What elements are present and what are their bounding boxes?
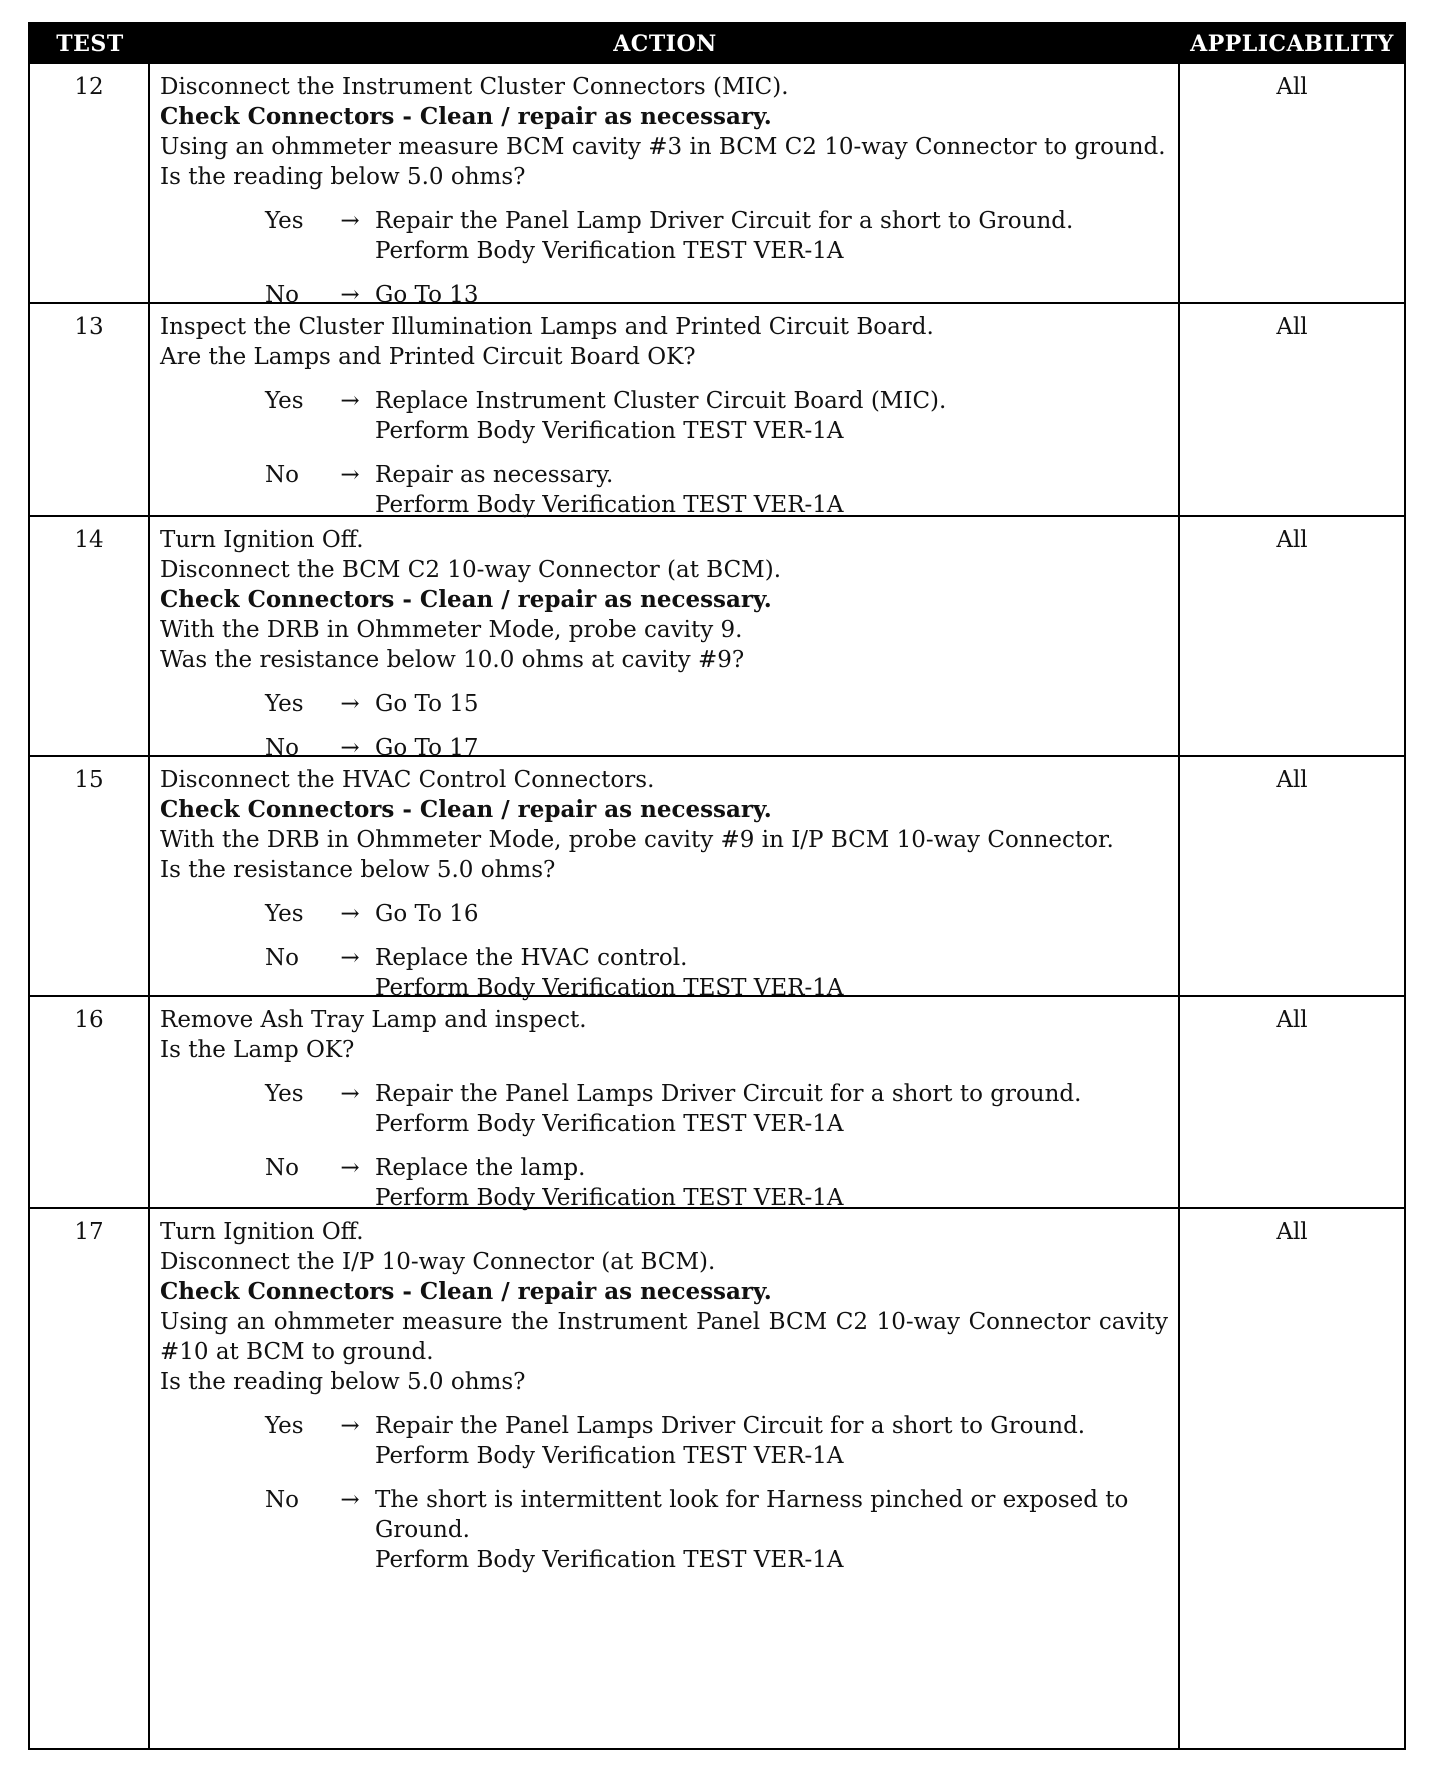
branch-result-line: The short is intermittent look for Harness pinched or exposed to Ground. bbox=[375, 1487, 1129, 1543]
branch-answer: No bbox=[265, 1155, 299, 1181]
branch-answer: Yes bbox=[265, 901, 304, 927]
branch-result-line: Perform Body Verification TEST VER-1A bbox=[375, 238, 844, 264]
right-arrow-icon: → bbox=[340, 462, 360, 488]
branch-result bbox=[375, 899, 1168, 929]
action-instruction: Is the Lamp OK? bbox=[160, 1037, 355, 1063]
branch-result-line: Repair the Panel Lamps Driver Circuit for a short to Ground. bbox=[375, 1413, 1086, 1439]
branch-answer: No bbox=[265, 462, 299, 488]
table-row bbox=[30, 757, 1404, 1001]
action-instruction: Using an ohmmeter measure the Instrument Panel BCM C2 10-way Connector cavity #10 at BCM to ground. bbox=[160, 1309, 1168, 1365]
table-row bbox=[30, 64, 1404, 308]
action-cell bbox=[150, 64, 1180, 308]
branch-answer: Yes bbox=[265, 1081, 304, 1107]
branch-result bbox=[375, 943, 1168, 1003]
branch-result bbox=[375, 689, 1168, 719]
branch-no bbox=[160, 1153, 1168, 1213]
action-instruction: Disconnect the BCM C2 10-way Connector (at BCM). bbox=[160, 557, 782, 583]
applicability-value: All bbox=[1276, 767, 1308, 793]
branch-no bbox=[160, 1485, 1168, 1575]
table-row bbox=[30, 1209, 1404, 1750]
branch-result-line: Perform Body Verification TEST VER-1A bbox=[375, 492, 844, 518]
right-arrow-icon: → bbox=[340, 691, 360, 717]
action-cell bbox=[150, 517, 1180, 761]
branch-result-line: Perform Body Verification TEST VER-1A bbox=[375, 1111, 844, 1137]
branch-yes bbox=[160, 206, 1168, 266]
branch-answer: No bbox=[265, 735, 299, 761]
action-instruction: Inspect the Cluster Illumination Lamps and Printed Circuit Board. bbox=[160, 314, 934, 340]
branch-result-line: Repair the Panel Lamp Driver Circuit for a short to Ground. bbox=[375, 208, 1074, 234]
action-instruction: Is the reading below 5.0 ohms? bbox=[160, 1369, 526, 1395]
table-row bbox=[30, 304, 1404, 517]
action-instruction-bold: Check Connectors - Clean / repair as necessary. bbox=[160, 796, 772, 823]
action-instruction: Disconnect the HVAC Control Connectors. bbox=[160, 767, 655, 793]
branch-result bbox=[375, 1485, 1168, 1575]
action-instruction: Disconnect the I/P 10-way Connector (at BCM). bbox=[160, 1249, 716, 1275]
branch-result-line: Perform Body Verification TEST VER-1A bbox=[375, 1443, 844, 1469]
test-number: 14 bbox=[30, 517, 150, 755]
branch-result bbox=[375, 206, 1168, 266]
action-instruction: Remove Ash Tray Lamp and inspect. bbox=[160, 1007, 587, 1033]
action-instruction: With the DRB in Ohmmeter Mode, probe cavity 9. bbox=[160, 617, 743, 643]
action-cell bbox=[150, 757, 1180, 1001]
action-instruction: Disconnect the Instrument Cluster Connectors (MIC). bbox=[160, 74, 789, 100]
right-arrow-icon: → bbox=[340, 282, 360, 308]
right-arrow-icon: → bbox=[340, 1487, 360, 1513]
applicability-value: All bbox=[1276, 74, 1308, 100]
test-number: 13 bbox=[30, 304, 150, 515]
action-instruction: Was the resistance below 10.0 ohms at cavity #9? bbox=[160, 647, 745, 673]
right-arrow-icon: → bbox=[340, 945, 360, 971]
action-instruction-bold: Check Connectors - Clean / repair as necessary. bbox=[160, 586, 772, 613]
branch-yes bbox=[160, 689, 1168, 719]
right-arrow-icon: → bbox=[340, 1155, 360, 1181]
test-number: 15 bbox=[30, 757, 150, 995]
branch-result-line: Perform Body Verification TEST VER-1A bbox=[375, 418, 844, 444]
header-test: TEST bbox=[56, 31, 124, 57]
header-applicability: APPLICABILITY bbox=[1190, 31, 1394, 57]
applicability-value: All bbox=[1276, 527, 1308, 553]
table-header bbox=[30, 24, 1404, 64]
action-instruction: Turn Ignition Off. bbox=[160, 527, 364, 553]
branch-result-line: Perform Body Verification TEST VER-1A bbox=[375, 975, 844, 1001]
right-arrow-icon: → bbox=[340, 735, 360, 761]
action-instruction: Is the reading below 5.0 ohms? bbox=[160, 164, 526, 190]
branch-result-line: Perform Body Verification TEST VER-1A bbox=[375, 1185, 844, 1211]
branch-result-line: Repair as necessary. bbox=[375, 462, 614, 488]
branch-answer: Yes bbox=[265, 691, 304, 717]
branch-no bbox=[160, 460, 1168, 520]
diagnostic-table bbox=[28, 22, 1406, 1750]
branch-result bbox=[375, 460, 1168, 520]
branch-result bbox=[375, 1153, 1168, 1213]
branch-result bbox=[375, 386, 1168, 446]
branch-result bbox=[375, 1411, 1168, 1471]
branch-result-line: Repair the Panel Lamps Driver Circuit for a short to ground. bbox=[375, 1081, 1082, 1107]
branch-answer: Yes bbox=[265, 1413, 304, 1439]
branch-result-line: Replace Instrument Cluster Circuit Board (MIC). bbox=[375, 388, 947, 414]
branch-result-line: Replace the HVAC control. bbox=[375, 945, 688, 971]
right-arrow-icon: → bbox=[340, 901, 360, 927]
branch-yes bbox=[160, 899, 1168, 929]
branch-yes bbox=[160, 386, 1168, 446]
branch-result-line: Perform Body Verification TEST VER-1A bbox=[375, 1547, 844, 1573]
applicability-value: All bbox=[1276, 314, 1308, 340]
branch-answer: No bbox=[265, 1487, 299, 1513]
branch-answer: No bbox=[265, 945, 299, 971]
action-instruction: Are the Lamps and Printed Circuit Board OK? bbox=[160, 344, 696, 370]
branch-answer: No bbox=[265, 282, 299, 308]
action-instruction-bold: Check Connectors - Clean / repair as necessary. bbox=[160, 1278, 772, 1305]
action-instruction: Is the resistance below 5.0 ohms? bbox=[160, 857, 556, 883]
action-cell bbox=[150, 1209, 1180, 1750]
applicability-value: All bbox=[1276, 1219, 1308, 1245]
branch-result bbox=[375, 1079, 1168, 1139]
test-number: 12 bbox=[30, 64, 150, 302]
test-number: 16 bbox=[30, 997, 150, 1207]
branch-no bbox=[160, 943, 1168, 1003]
applicability-value: All bbox=[1276, 1007, 1308, 1033]
right-arrow-icon: → bbox=[340, 1413, 360, 1439]
action-instruction: Using an ohmmeter measure BCM cavity #3 in BCM C2 10-way Connector to ground. bbox=[160, 134, 1166, 160]
branch-answer: Yes bbox=[265, 208, 304, 234]
action-cell bbox=[150, 304, 1180, 518]
branch-result-line: Go To 15 bbox=[375, 691, 479, 717]
right-arrow-icon: → bbox=[340, 1081, 360, 1107]
action-instruction: Turn Ignition Off. bbox=[160, 1219, 364, 1245]
test-number: 17 bbox=[30, 1209, 150, 1750]
branch-yes bbox=[160, 1079, 1168, 1139]
right-arrow-icon: → bbox=[340, 208, 360, 234]
branch-result-line: Go To 13 bbox=[375, 282, 479, 308]
branch-yes bbox=[160, 1411, 1168, 1471]
branch-result-line: Go To 16 bbox=[375, 901, 479, 927]
header-action: ACTION bbox=[613, 31, 717, 57]
branch-result-line: Replace the lamp. bbox=[375, 1155, 586, 1181]
action-instruction-bold: Check Connectors - Clean / repair as necessary. bbox=[160, 103, 772, 130]
branch-result-line: Go To 17 bbox=[375, 735, 479, 761]
branch-answer: Yes bbox=[265, 388, 304, 414]
table-row bbox=[30, 517, 1404, 761]
table-body bbox=[30, 64, 1404, 1750]
action-cell bbox=[150, 997, 1180, 1211]
action-instruction: With the DRB in Ohmmeter Mode, probe cavity #9 in I/P BCM 10-way Connector. bbox=[160, 827, 1114, 853]
right-arrow-icon: → bbox=[340, 388, 360, 414]
table-row bbox=[30, 997, 1404, 1209]
